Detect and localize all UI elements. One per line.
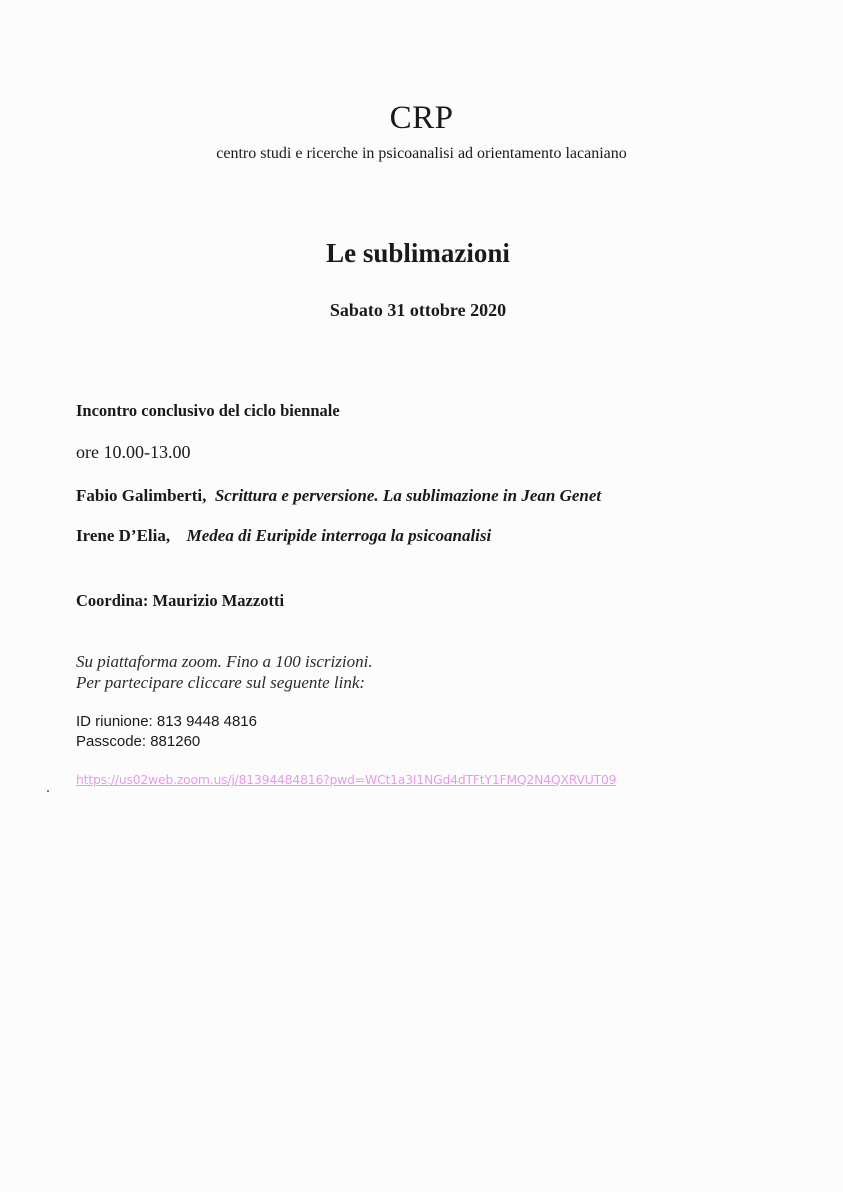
event-date: Sabato 31 ottobre 2020 [329,300,507,320]
scan-speck [47,790,49,792]
talk-speaker: Fabio Galimberti, [76,486,207,505]
talk-title: Scrittura e perversione. La sublimazione in Jean Genet [214,486,602,505]
org-name: centro studi e ricerche in psicoanalisi ad orientamento lacaniano [216,145,627,162]
meeting-id: ID riunione: 813 9448 4816 [76,713,257,730]
event-time: ore 10.00-13.00 [76,442,191,462]
event-title: Le sublimazioni [326,238,510,268]
platform-info-line: Su piattaforma zoom. Fino a 100 iscrizioni. [76,652,373,671]
org-acronym: CRP [389,100,454,136]
talk-item [76,486,601,506]
meeting-passcode: Passcode: 881260 [76,733,201,750]
talk-title: Medea di Euripide interroga la psicoanalisi [186,526,492,545]
talk-item [76,526,491,546]
coordinator: Coordina: Maurizio Mazzotti [76,591,285,610]
talk-speaker: Irene D’Elia, [76,526,171,545]
event-intro: Incontro conclusivo del ciclo biennale [76,401,340,420]
platform-info-line: Per partecipare cliccare sul seguente link: [76,673,366,692]
zoom-meeting-link[interactable]: https://us02web.zoom.us/j/81394484816?pwd=WCt1a3I1NGd4dTFtY1FMQ2N4QXRVUT09 [76,772,617,787]
